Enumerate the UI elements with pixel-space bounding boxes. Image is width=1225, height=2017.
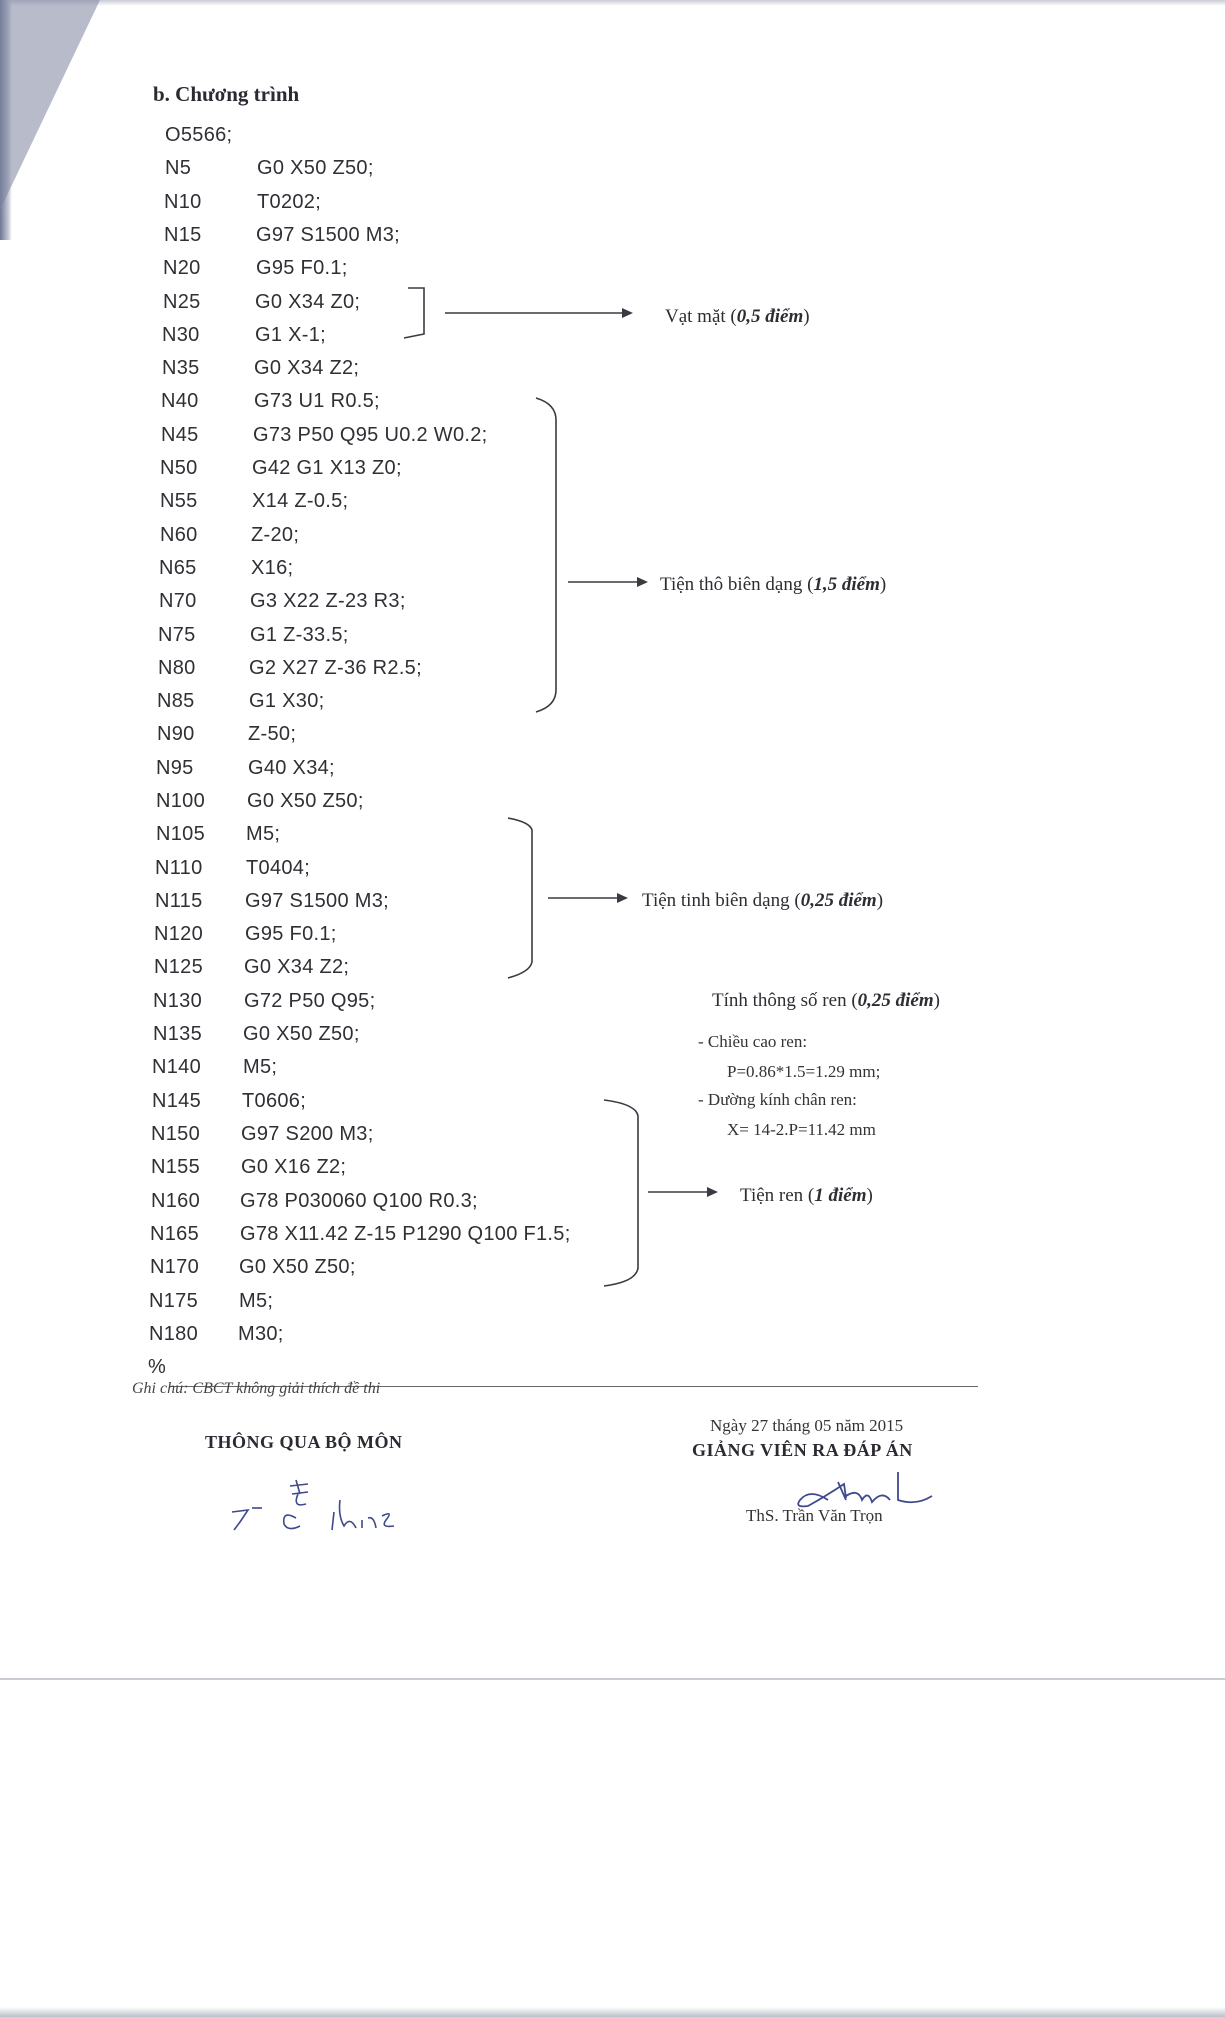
program-line-code: G97 S1500 M3;: [256, 224, 400, 246]
facing-bracket: [404, 288, 424, 338]
program-line-code: G0 X16 Z2;: [241, 1156, 347, 1178]
thread-diameter-label: - Dường kính chân ren:: [698, 1090, 857, 1109]
program-line-code: G0 X34 Z0;: [255, 291, 361, 313]
program-line-code: G97 S200 M3;: [241, 1123, 374, 1145]
program-line-number: N135: [153, 1023, 203, 1045]
program-line-number: N70: [159, 590, 197, 612]
lecturer-name: ThS. Trần Văn Trọn: [746, 1506, 883, 1525]
arrow-head-icon: [622, 308, 633, 318]
program-line-number: N95: [156, 757, 194, 779]
footer-note: Ghi chú: CBCT không giải thích đề thi: [132, 1380, 381, 1397]
program-line-number: N90: [157, 723, 195, 745]
lecturer-title: GIẢNG VIÊN RA ĐÁP ÁN: [692, 1440, 913, 1460]
program-line-code: M30;: [238, 1323, 284, 1345]
signing-date: Ngày 27 tháng 05 năm 2015: [710, 1416, 904, 1435]
program-line-number: N115: [155, 890, 203, 912]
signature-right: [798, 1472, 932, 1506]
program-line-code: T0606;: [242, 1090, 307, 1112]
program-line-code: Z-50;: [248, 723, 297, 745]
department-approval-title: THÔNG QUA BỘ MÔN: [205, 1432, 403, 1452]
program-line-code: X14 Z-0.5;: [252, 490, 349, 512]
signature-left: [232, 1480, 394, 1530]
program-line-code: Z-20;: [251, 524, 300, 546]
program-line-number: N120: [154, 923, 204, 945]
program-line-number: N85: [157, 690, 195, 712]
program-line-number: N25: [163, 291, 201, 313]
program-line-code: G0 X50 Z50;: [257, 157, 374, 179]
program-line-number: N100: [156, 790, 206, 812]
arrow-head-icon: [617, 893, 628, 903]
program-line-number: N145: [152, 1090, 202, 1112]
program-line-code: G0 X50 Z50;: [239, 1256, 356, 1278]
program-line-code: G3 X22 Z-23 R3;: [250, 590, 406, 612]
section-title: b. Chương trình: [153, 82, 300, 106]
thread-diameter-value: X= 14-2.P=11.42 mm: [727, 1120, 876, 1139]
program-line-code: G1 Z-33.5;: [250, 624, 349, 646]
program-line-code: G0 X34 Z2;: [244, 956, 350, 978]
program-line-code: G0 X50 Z50;: [243, 1023, 360, 1045]
program-line-code: G0 X50 Z50;: [247, 790, 364, 812]
program-line-code: G97 S1500 M3;: [245, 890, 389, 912]
thread-bracket: [604, 1100, 638, 1286]
program-line-code: X16;: [251, 557, 294, 579]
program-line-number: N110: [155, 857, 203, 879]
program-line-number: N15: [164, 224, 202, 246]
program-line-number: N20: [163, 257, 201, 279]
program-line-code: M5;: [239, 1290, 274, 1312]
program-line-number: N40: [161, 390, 199, 412]
program-line-number: N65: [159, 557, 197, 579]
program-line-code: M5;: [246, 823, 281, 845]
program-line-number: N10: [164, 191, 202, 213]
program-line-number: N5: [165, 157, 192, 179]
program-line-number: N75: [158, 624, 196, 646]
program-line-number: O5566;: [165, 124, 233, 146]
program-line-code: G1 X-1;: [255, 324, 327, 346]
program-line-number: N140: [152, 1056, 202, 1078]
program-line-code: G0 X34 Z2;: [254, 357, 360, 379]
program-line-code: G40 X34;: [248, 757, 335, 779]
finish-annotation: Tiện tinh biên dạng (0,25 điểm): [642, 890, 884, 911]
program-line-number: N165: [150, 1223, 200, 1245]
program-line-code: G95 F0.1;: [245, 923, 337, 945]
program-line-code: G42 G1 X13 Z0;: [252, 457, 402, 479]
program-line-code: T0202;: [257, 191, 322, 213]
rough-bracket: [536, 398, 556, 712]
program-line-number: N170: [150, 1256, 200, 1278]
program-line-code: G73 U1 R0.5;: [254, 390, 380, 412]
program-line-number: N30: [162, 324, 200, 346]
program-line-number: N125: [154, 956, 204, 978]
program-line-code: G78 P030060 Q100 R0.3;: [240, 1190, 478, 1212]
program-line-code: M5;: [243, 1056, 278, 1078]
program-line-number: %: [148, 1356, 167, 1378]
program-line-number: N35: [162, 357, 200, 379]
facing-annotation: Vạt mặt (0,5 điểm): [665, 306, 810, 327]
program-line-number: N45: [161, 424, 199, 446]
program-line-number: N160: [151, 1190, 201, 1212]
program-line-number: N55: [160, 490, 198, 512]
arrow-head-icon: [707, 1187, 718, 1197]
program-line-code: G1 X30;: [249, 690, 325, 712]
program-line-code: G72 P50 Q95;: [244, 990, 376, 1012]
program-line-code: G73 P50 Q95 U0.2 W0.2;: [253, 424, 488, 446]
program-line-number: N180: [149, 1323, 199, 1345]
program-line-code: G78 X11.42 Z-15 P1290 Q100 F1.5;: [240, 1223, 571, 1245]
thread-height-value: P=0.86*1.5=1.29 mm;: [727, 1062, 881, 1081]
program-line-number: N80: [158, 657, 196, 679]
thread-params-title: Tính thông số ren (0,25 điểm): [712, 990, 940, 1011]
program-line-code: T0404;: [246, 857, 311, 879]
program-line-number: N155: [151, 1156, 201, 1178]
program-line-number: N150: [151, 1123, 201, 1145]
program-line-code: G2 X27 Z-36 R2.5;: [249, 657, 422, 679]
thread-annotation: Tiện ren (1 điểm): [740, 1185, 873, 1206]
program-line-number: N130: [153, 990, 203, 1012]
program-line-code: G95 F0.1;: [256, 257, 348, 279]
program-line-number: N50: [160, 457, 198, 479]
program-line-number: N105: [156, 823, 206, 845]
arrow-head-icon: [637, 577, 648, 587]
program-line-number: N175: [149, 1290, 199, 1312]
program-line-number: N60: [160, 524, 198, 546]
finish-bracket: [508, 818, 532, 978]
rough-annotation: Tiện thô biên dạng (1,5 điểm): [660, 574, 887, 595]
thread-height-label: - Chiều cao ren:: [698, 1032, 808, 1051]
